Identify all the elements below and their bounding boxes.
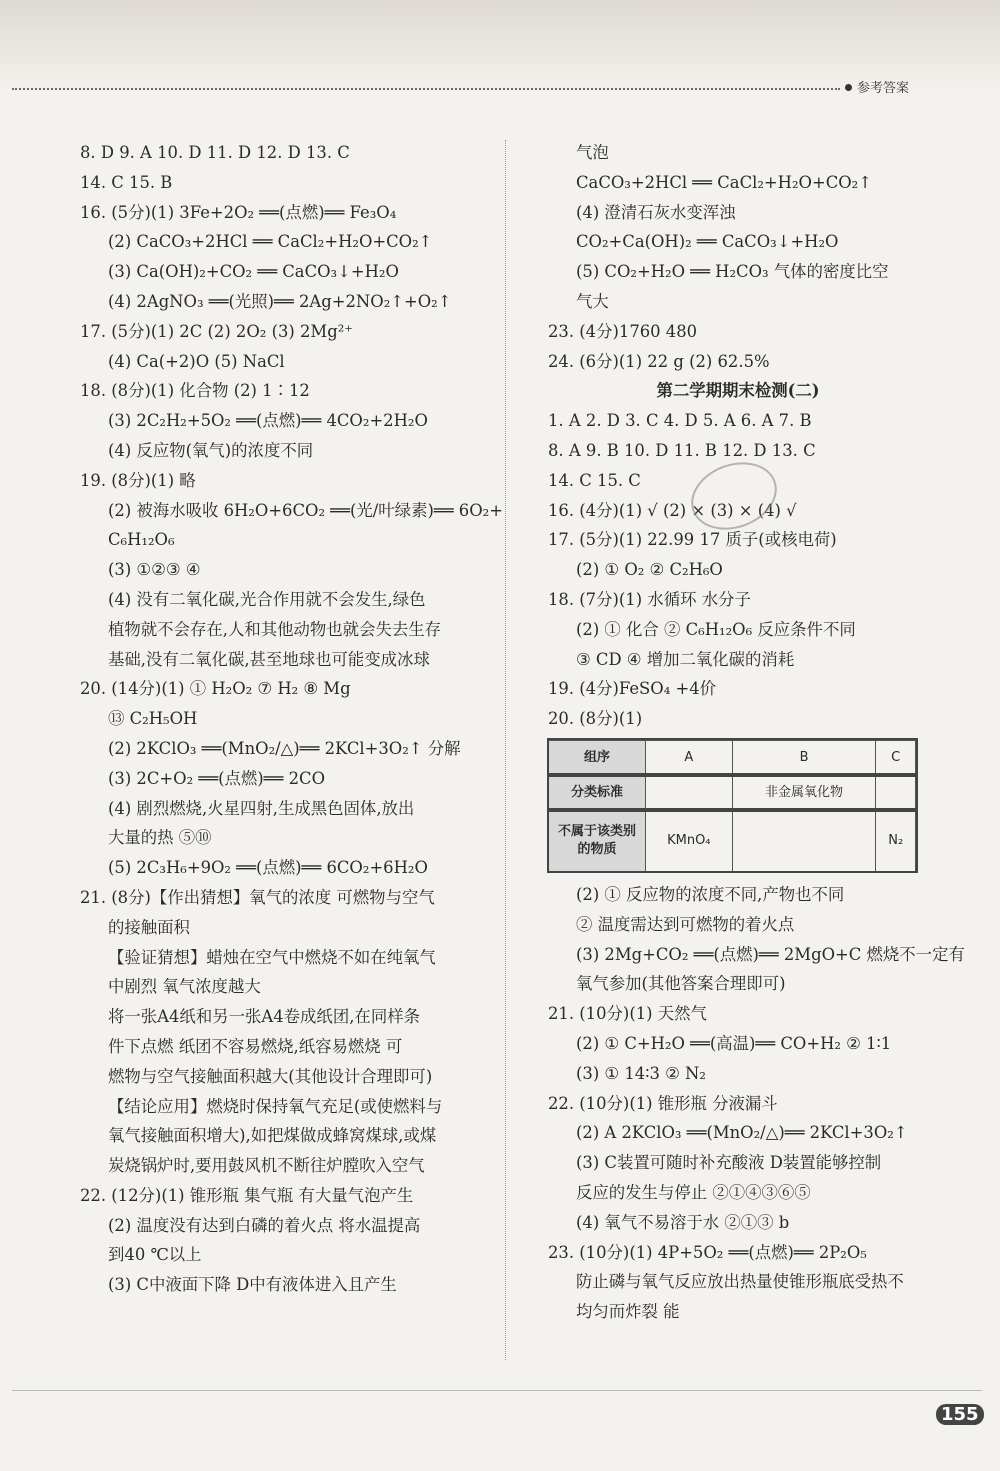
answer-line: 气泡	[576, 143, 609, 162]
left-column	[80, 138, 503, 1300]
table-row	[549, 810, 916, 871]
right-column-part-b	[548, 880, 965, 1327]
answer-table-wrap	[548, 740, 928, 872]
answer-line: (3) ① 14∶3 ② N₂	[576, 1063, 706, 1083]
answer-line: 气大	[576, 291, 609, 311]
answer-line: (3) 2C+O₂ ══(点燃)══ 2CO	[108, 768, 326, 788]
answer-line: (3) ①②③ ④	[108, 560, 201, 580]
answer-line: 14. C 15. B	[80, 172, 173, 192]
answer-line: (5) CO₂+H₂O ══ H₂CO₃ 气体的密度比空	[576, 262, 889, 282]
answer-line: 22. (12分)(1) 锥形瓶 集气瓶 有大量气泡产生	[80, 1185, 414, 1205]
table-cell	[646, 775, 733, 810]
answer-line: 均匀而炸裂 能	[576, 1302, 680, 1322]
answer-line: 14. C 15. C	[548, 470, 641, 490]
answer-line: (2) ① O₂ ② C₂H₆O	[576, 560, 723, 580]
page-number: 155	[936, 1404, 984, 1425]
answer-line: 8. D 9. A 10. D 11. D 12. D 13. C	[80, 143, 350, 162]
table-cell: A	[646, 740, 733, 775]
table-cell	[732, 810, 876, 871]
answer-line: 24. (6分)(1) 22 g (2) 62.5%	[548, 351, 770, 371]
answer-line: (3) C中液面下降 D中有液体进入且产生	[108, 1275, 397, 1295]
answer-line: 将一张A4纸和另一张A4卷成纸团,在同样条	[108, 1007, 420, 1027]
table-cell: 分类标准	[549, 775, 646, 810]
header-label	[845, 77, 909, 96]
answer-line: (2) A 2KClO₃ ══(MnO₂/△)══ 2KCl+3O₂↑	[576, 1123, 908, 1143]
answer-line: 第二学期期末检测(二)	[656, 381, 820, 401]
answer-line: 件下点燃 纸团不容易燃烧,纸容易燃烧 可	[108, 1036, 403, 1056]
table-cell	[876, 775, 916, 810]
answer-line: (4) 澄清石灰水变浑浊	[576, 202, 736, 222]
answer-line: (4) 没有二氧化碳,光合作用就不会发生,绿色	[108, 589, 426, 609]
answer-line: 22. (10分)(1) 锥形瓶 分液漏斗	[548, 1093, 778, 1113]
answer-line: 氧气参加(其他答案合理即可)	[576, 974, 786, 994]
answer-line: (3) 2Mg+CO₂ ══(点燃)══ 2MgO+C 燃烧不一定有	[576, 944, 965, 964]
answer-line: (4) 2AgNO₃ ══(光照)══ 2Ag+2NO₂↑+O₂↑	[108, 291, 452, 311]
answer-line: 植物就不会存在,人和其他动物也就会失去生存	[108, 619, 442, 639]
answer-line: (2) ① 反应物的浓度不同,产物也不同	[576, 884, 845, 904]
header-label-text: 参考答案	[857, 81, 910, 96]
answer-line: 1. A 2. D 3. C 4. D 5. A 6. A 7. B	[548, 411, 812, 431]
table-cell: C	[876, 740, 916, 775]
column-divider	[505, 140, 506, 1360]
right-column	[548, 138, 965, 1327]
answer-line: (4) 剧烈燃烧,火星四射,生成黑色固体,放出	[108, 798, 415, 818]
answer-line: (4) 反应物(氧气)的浓度不同	[108, 440, 314, 460]
answer-line: (2) CaCO₃+2HCl ══ CaCl₂+H₂O+CO₂↑	[108, 232, 433, 252]
answer-line: 19. (8分)(1) 略	[80, 470, 196, 490]
answer-line: 18. (7分)(1) 水循环 水分子	[548, 589, 751, 609]
answer-line: ③ CD ④ 增加二氧化碳的消耗	[576, 649, 795, 669]
answer-line: 21. (8分)【作出猜想】氧气的浓度 可燃物与空气	[80, 887, 435, 907]
answer-line: ② 温度需达到可燃物的着火点	[576, 914, 795, 934]
footer-rule	[12, 1390, 982, 1391]
answer-line: 到40 ℃以上	[108, 1245, 202, 1265]
answer-line: 21. (10分)(1) 天然气	[548, 1004, 707, 1024]
answer-line: 17. (5分)(1) 22.99 17 质子(或核电荷)	[548, 530, 837, 550]
answer-line: 16. (5分)(1) 3Fe+2O₂ ══(点燃)══ Fe₃O₄	[80, 202, 397, 222]
answer-line: (3) Ca(OH)₂+CO₂ ══ CaCO₃↓+H₂O	[108, 262, 399, 282]
answer-line: 16. (4分)(1) √ (2) × (3) × (4) √	[548, 500, 797, 520]
answer-line: 8. A 9. B 10. D 11. B 12. D 13. C	[548, 440, 816, 460]
table-row	[549, 740, 916, 775]
answer-line: ⑬ C₂H₅OH	[108, 709, 198, 729]
table-cell: N₂	[876, 810, 916, 871]
answer-line: 反应的发生与停止 ②①④③⑥⑤	[576, 1182, 811, 1202]
answer-line: 19. (4分)FeSO₄ +4价	[548, 679, 717, 699]
answer-line: 23. (10分)(1) 4P+5O₂ ══(点燃)══ 2P₂O₅	[548, 1242, 867, 1262]
answer-line: (4) Ca(+2)O (5) NaCl	[108, 351, 285, 371]
answer-line: 炭烧锅炉时,要用鼓风机不断往炉膛吹入空气	[108, 1156, 425, 1176]
answer-line: 20. (8分)(1)	[548, 709, 643, 729]
answer-line: (5) 2C₃H₆+9O₂ ══(点燃)══ 6CO₂+6H₂O	[108, 858, 428, 878]
answer-line: 燃物与空气接触面积越大(其他设计合理即可)	[108, 1066, 433, 1086]
answer-line: (3) 2C₂H₂+5O₂ ══(点燃)══ 4CO₂+2H₂O	[108, 411, 428, 431]
answer-line: (2) 被海水吸收 6H₂O+6CO₂ ══(光/叶绿素)══ 6O₂+	[108, 500, 503, 520]
answer-line: 防止磷与氧气反应放出热量使锥形瓶底受热不	[576, 1272, 904, 1292]
answer-line: (3) C装置可随时补充酸液 D装置能够控制	[576, 1153, 882, 1173]
answer-line: 17. (5分)(1) 2C (2) 2O₂ (3) 2Mg²⁺	[80, 321, 353, 341]
answer-line: (4) 氧气不易溶于水 ②①③ b	[576, 1212, 790, 1232]
answer-line: CaCO₃+2HCl ══ CaCl₂+H₂O+CO₂↑	[576, 172, 872, 192]
answer-line: 【验证猜想】蜡烛在空气中燃烧不如在纯氧气	[108, 947, 436, 967]
answer-line: 20. (14分)(1) ① H₂O₂ ⑦ H₂ ⑧ Mg	[80, 679, 351, 699]
answer-line: (2) ① 化合 ② C₆H₁₂O₆ 反应条件不同	[576, 619, 856, 639]
table-cell: 不属于该类别的物质	[549, 810, 646, 871]
answer-line: C₆H₁₂O₆	[108, 530, 175, 550]
answer-line: 18. (8分)(1) 化合物 (2) 1∶12	[80, 381, 310, 401]
answer-table	[548, 740, 916, 872]
right-column-part-a	[548, 138, 928, 734]
answer-line: 的接触面积	[108, 917, 190, 937]
table-cell: 组序	[549, 740, 646, 775]
table-row	[549, 775, 916, 810]
table-cell: B	[732, 740, 876, 775]
header-dotted-rule	[12, 88, 840, 90]
table-cell: KMnO₄	[646, 810, 733, 871]
answer-line: 氧气接触面积增大),如把煤做成蜂窝煤球,或煤	[108, 1126, 437, 1146]
answer-line: 中剧烈 氧气浓度越大	[108, 977, 261, 997]
answer-line: (2) 2KClO₃ ══(MnO₂/△)══ 2KCl+3O₂↑ 分解	[108, 738, 461, 758]
bullet-icon	[845, 84, 852, 91]
answer-line: (2) 温度没有达到白磷的着火点 将水温提高	[108, 1215, 421, 1235]
table-cell: 非金属氧化物	[732, 775, 876, 810]
answer-line: 23. (4分)1760 480	[548, 321, 698, 341]
answer-line: (2) ① C+H₂O ══(高温)══ CO+H₂ ② 1∶1	[576, 1033, 892, 1053]
answer-line: 基础,没有二氧化碳,甚至地球也可能变成冰球	[108, 649, 430, 669]
answer-line: 大量的热 ⑤⑩	[108, 828, 212, 848]
answer-line: CO₂+Ca(OH)₂ ══ CaCO₃↓+H₂O	[576, 232, 839, 252]
answer-line: 【结论应用】燃烧时保持氧气充足(或使燃料与	[108, 1096, 443, 1116]
